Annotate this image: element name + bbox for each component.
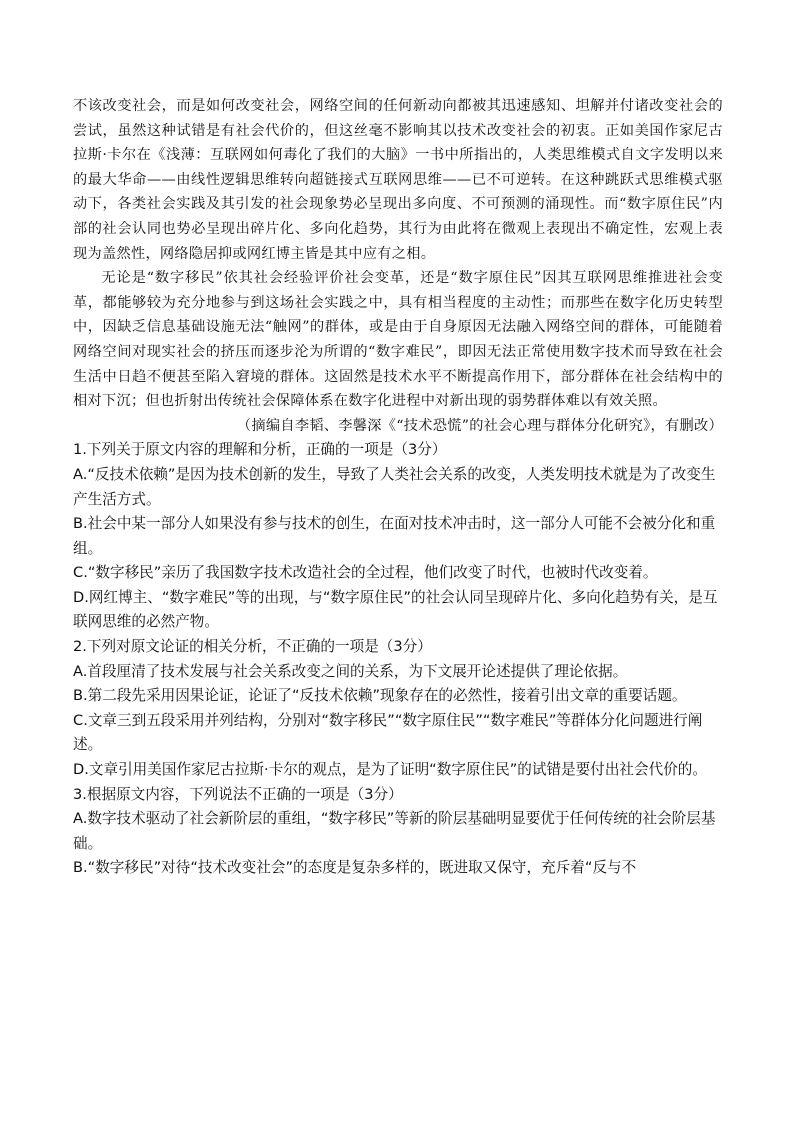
passage-paragraph-2: 无论是“数字移民”依其社会经验评价社会变革，还是“数字原住民”因其互联网思维推进社会变革，都能够较为充分地参与到这场社会实践之中，具有相当程度的主动性；而那些在数字化历史转型中，因缺乏信息基础设施无法“触网”的群体，或是由于自身原因无法融入网络空间的群体，可能随着网络空间对现实社会的挤压而逐步沦为所谓的“数字难民”，即因无法正常使用数字技术而导致在社会生活中日趋不便甚至陷入窘境的群体。这固然是技术水平不断提高作用下，部分群体在社会结构中的相对下沉；但也折射出传统社会保障体系在数字化进程中对新出现的弱势群体难以有效关照。: [73, 270, 723, 410]
question-3-option-b: B.“数字移民”对待“技术改变社会”的态度是复杂多样的，既进取又保守，充斥着“反与不: [73, 859, 637, 877]
question-3-stem: 3.根据原文内容，下列说法不正确的一项是（3分）: [73, 785, 403, 803]
question-2-option-b: B.第二段先采用因果论证，论证了“反技术依赖”现象存在的必然性，接着引出文章的重要话题。: [73, 687, 687, 705]
question-1-option-c: C.“数字移民”亲历了我国数字技术改造社会的全过程，他们改变了时代，也被时代改变着。: [73, 564, 658, 582]
question-1-stem: 1.下列关于原文内容的理解和分析，正确的一项是（3分）: [73, 441, 447, 459]
question-1-option-b: B.社会中某一部分人如果没有参与技术的创生，在面对技术冲击时，这一部分人可能不会被分化和重组。: [73, 515, 716, 557]
question-2-stem: 2.下列对原文论证的相关分析，不正确的一项是（3分）: [73, 638, 432, 656]
question-2-option-a: A.首段厘清了技术发展与社会关系改变之间的关系，为下文展开论述提供了理论依据。: [73, 662, 628, 680]
question-2-option-c: C.文章三到五段采用并列结构，分别对“数字移民”“数字原住民”“数字难民”等群体分化问题进行阐述。: [73, 711, 703, 754]
passage-source: （摘编自李韬、李馨深《“技术恐慌”的社会心理与群体分化研究》，有删改）: [236, 417, 723, 434]
question-1-option-a: A.“反技术依赖”是因为技术创新的发生，导致了人类社会关系的改变，人类发明技术就是为了改变生产生活方式。: [73, 465, 716, 508]
question-3-option-a: A.数字技术驱动了社会新阶层的重组，“数字移民”等新的阶层基础明显要优于任何传统的社会阶层基础。: [73, 810, 716, 852]
document-page: [73, 94, 723, 881]
passage-paragraph-1: 不该改变社会，而是如何改变社会，网络空间的任何新动向都被其迅速感知、坦解并付诸改变社会的尝试，虽然这种试错是有社会代价的，但这丝毫不影响其以技术改变社会的初衷。正如美国作家尼古拉斯·卡尔在《浅薄：互联网如何毒化了我们的大脑》一书中所指出的，人类思维模式自文字发明以来的最大华命——由线性逻辑思维转向超链接式互联网思维——已不可逆转。在这种跳跃式思维模式驱动下，各类社会实践及其引发的社会现象势必呈现出多向度、不可预测的涌现性。而“数字原住民”内部的社会认同也势必呈现出碎片化、多向化趋势，其行为由此将在微观上表现出不确定性，宏观上表现为盖然性，网络隐居抑或网红博主皆是其中应有之相。: [73, 98, 723, 262]
question-list: [73, 438, 723, 881]
question-2-option-d: D.文章引用美国作家尼古拉斯·卡尔的观点，是为了证明“数字原住民”的试错是要付出社会代价的。: [73, 761, 707, 779]
question-1-option-d: D.网红博主、“数字难民”等的出现，与“数字原住民”的社会认同呈现碎片化、多向化趋势有关，是互联网思维的必然产物。: [73, 588, 718, 631]
reading-passage: [73, 94, 723, 414]
